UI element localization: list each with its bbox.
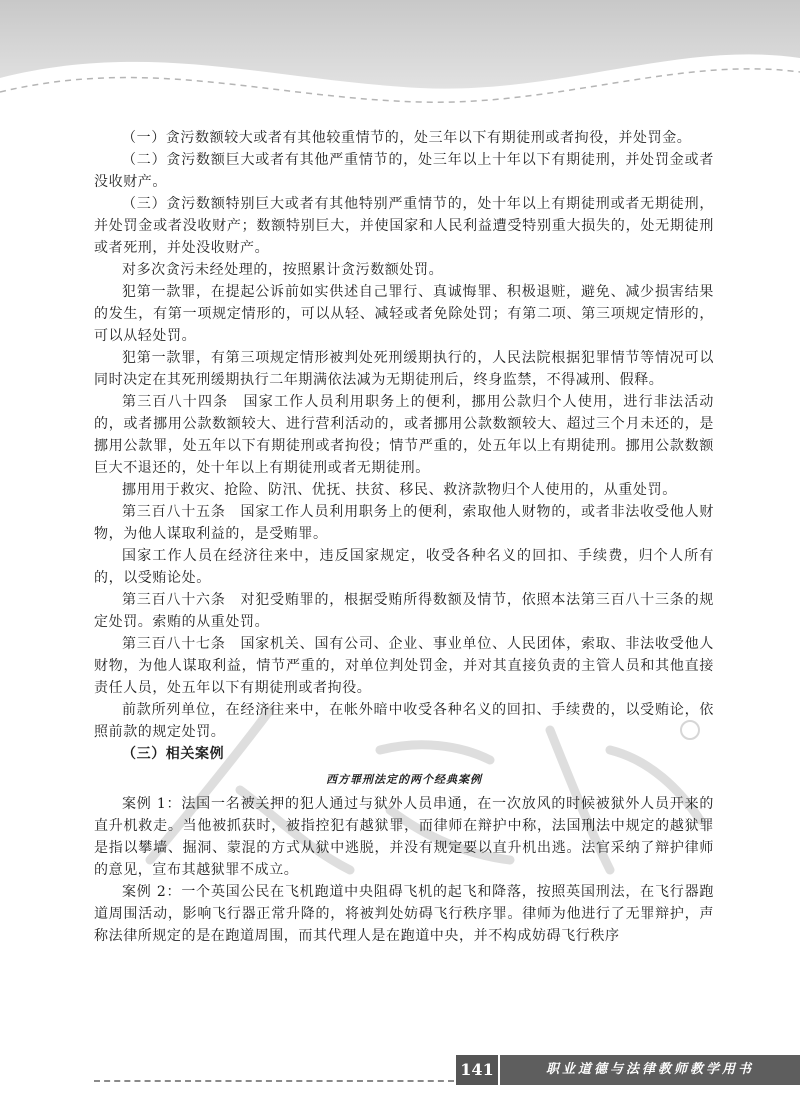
case-title: 西方罪刑法定的两个经典案例 (326, 773, 482, 786)
paragraph: 第三百八十五条 国家工作人员利用职务上的便利，索取他人财物的，或者非法收受他人财物，为他人谋取利益的，是受贿罪。 (94, 504, 714, 542)
paragraph: 第三百八十四条 国家工作人员利用职务上的便利，挪用公款归个人使用，进行非法活动的，或者挪用公款数额较大、进行营利活动的，或者挪用公款数额较大、超过三个月未还的，是挪用公款罪，处五年以下有期徒刑或者拘役；情节严重的，处五年以上有期徒刑。挪用公款数额巨大不退还的，处十年以上有期徒刑或者无期徒刑。 (94, 394, 714, 476)
page-number: 141 (456, 1055, 498, 1085)
page-body (94, 127, 714, 947)
paragraph: 犯第一款罪，在提起公诉前如实供述自己罪行、真诚悔罪、积极退赃，避免、减少损害结果的发生，有第一项规定情形的，可以从轻、减轻或者免除处罚；有第二项、第三项规定情形的，可以从轻处罚。 (94, 284, 714, 344)
paragraph: （一）贪污数额较大或者有其他较重情节的，处三年以下有期徒刑或者拘役，并处罚金。 (122, 130, 692, 146)
header-band (0, 0, 800, 120)
paragraph: 挪用用于救灾、抢险、防汛、优抚、扶贫、移民、救济款物归个人使用的，从重处罚。 (122, 482, 677, 498)
paragraph: 前款所列单位，在经济往来中，在帐外暗中收受各种名义的回扣、手续费的，以受贿论，依照前款的规定处罚。 (94, 702, 714, 740)
paragraph: （三）贪污数额特别巨大或者有其他特别严重情节的，处十年以上有期徒刑或者无期徒刑，并处罚金或者没收财产；数额特别巨大，并使国家和人民利益遭受特别重大损失的，处无期徒刑或者死刑，并处没收财产。 (94, 196, 714, 256)
case-paragraph: 案例 2：一个英国公民在飞机跑道中央阻碍飞机的起飞和降落，按照英国刑法，在飞行器跑道周围活动，影响飞行器正常升降的，将被判处妨碍飞行秩序罪。律师为他进行了无罪辩护，声称法律所规定的是在跑道周围，而其代理人是在跑道中央，并不构成妨碍飞行秩序 (94, 884, 714, 944)
paragraph: 第三百八十七条 国家机关、国有公司、企业、事业单位、人民团体，索取、非法收受他人财物，为他人谋取利益，情节严重的，对单位判处罚金，并对其直接负责的主管人员和其他直接责任人员，处五年以下有期徒刑或者拘役。 (94, 636, 714, 696)
paragraph: 第三百八十六条 对犯受贿罪的，根据受贿所得数额及情节，依照本法第三百八十三条的规定处罚。索贿的从重处罚。 (94, 592, 714, 630)
paragraph: 国家工作人员在经济往来中，违反国家规定，收受各种名义的回扣、手续费，归个人所有的，以受贿论处。 (94, 548, 714, 586)
footer-dashed-rule (94, 1080, 454, 1082)
paragraph: 犯第一款罪，有第三项规定情形被判处死刑缓期执行的，人民法院根据犯罪情节等情况可以同时决定在其死刑缓期执行二年期满依法减为无期徒刑后，终身监禁，不得减刑、假释。 (94, 350, 714, 388)
book-title: 职业道德与法律教师教学用书 (500, 1055, 800, 1085)
paragraph: 对多次贪污未经处理的，按照累计贪污数额处罚。 (122, 262, 444, 278)
section-heading: （三）相关案例 (122, 746, 225, 762)
case-paragraph: 案例 1：法国一名被关押的犯人通过与狱外人员串通，在一次放风的时候被狱外人员开来的直升机救走。当他被抓获时，被指控犯有越狱罪，而律师在辩护中称，法国刑法中规定的越狱罪是指以攀墙、掘洞、蒙混的方式从狱中逃脱，并没有规定要以直升机出逃。法官采纳了辩护律师的意见，宣布其越狱罪不成立。 (94, 796, 714, 878)
paragraph: （二）贪污数额巨大或者有其他严重情节的，处三年以上十年以下有期徒刑，并处罚金或者没收财产。 (94, 152, 714, 190)
